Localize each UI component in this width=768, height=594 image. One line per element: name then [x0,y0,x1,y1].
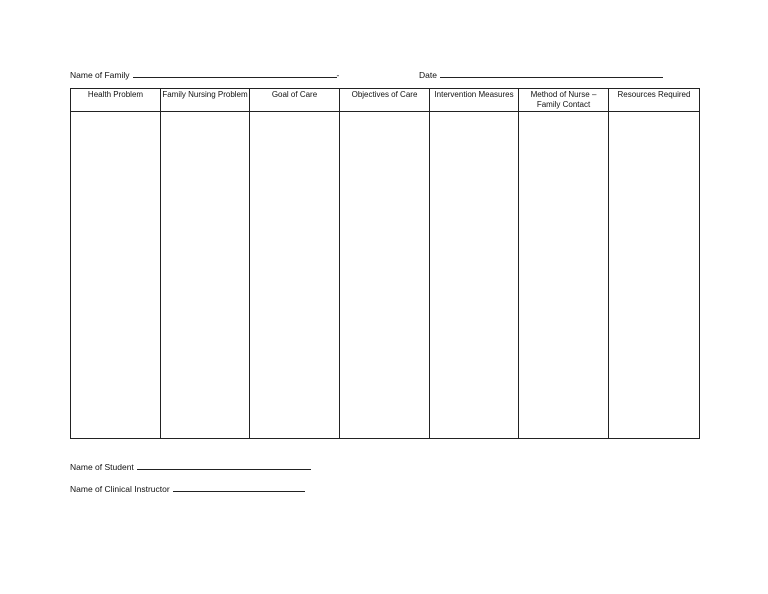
cell-goal-of-care[interactable] [250,112,340,439]
column-header-health-problem: Health Problem [71,89,161,112]
column-header-intervention-measures: Intervention Measures [430,89,519,112]
family-name-field[interactable] [70,69,339,80]
instructor-name-blank[interactable] [173,483,305,492]
family-care-plan-table [70,88,700,439]
table-header-row [71,89,700,112]
student-name-field[interactable] [70,461,311,472]
column-header-family-nursing-problem: Family Nursing Problem [161,89,250,112]
family-name-label: Name of Family [70,70,130,80]
family-name-suffix: - [336,70,340,80]
column-header-method-of-contact: Method of Nurse – Family Contact [519,89,609,112]
cell-method-of-contact[interactable] [519,112,609,439]
date-blank[interactable] [440,69,663,78]
family-name-blank[interactable] [133,69,337,78]
date-label: Date [419,70,437,80]
cell-health-problem[interactable] [71,112,161,439]
cell-family-nursing-problem[interactable] [161,112,250,439]
cell-objectives-of-care[interactable] [340,112,430,439]
student-name-label: Name of Student [70,462,134,472]
table-row [71,112,700,439]
cell-intervention-measures[interactable] [430,112,519,439]
cell-resources-required[interactable] [609,112,700,439]
instructor-name-label: Name of Clinical Instructor [70,484,170,494]
column-header-objectives-of-care: Objectives of Care [340,89,430,112]
column-header-resources-required: Resources Required [609,89,700,112]
instructor-name-field[interactable] [70,483,305,494]
date-field[interactable] [419,69,663,80]
student-name-blank[interactable] [137,461,311,470]
column-header-goal-of-care: Goal of Care [250,89,340,112]
